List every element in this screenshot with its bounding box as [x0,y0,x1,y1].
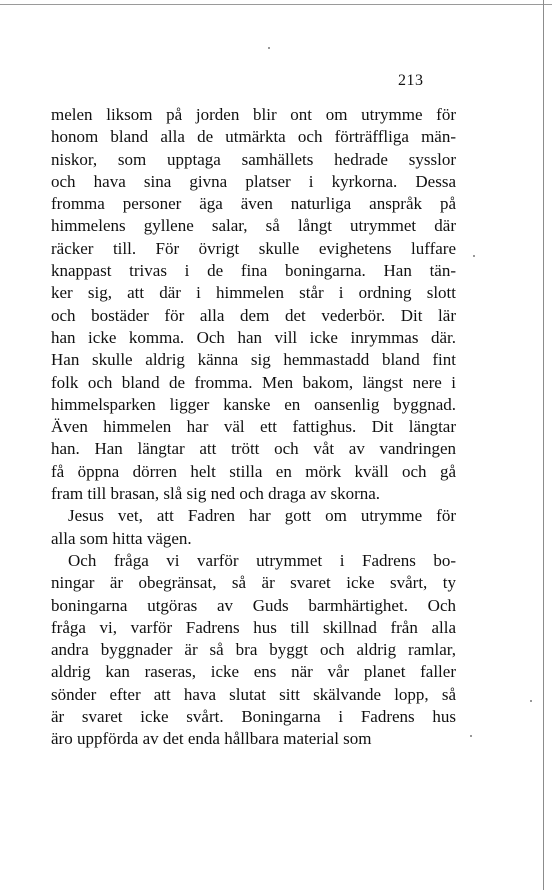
paper-speck [473,255,475,257]
scan-top-edge [0,4,552,5]
text-line: räcker till. För övrigt skulle evighetens luffare [51,238,456,258]
text-line: himmelsparken ligger kanske en oansenlig byggnad. [51,394,456,414]
text-line: ker sig, att där i himmelen står i ordning slott [51,283,456,303]
text-line: han icke komma. Och han vill icke inrymmas där. [51,327,456,347]
text-line: Han skulle aldrig känna sig hemmastadd bland fint [51,350,456,370]
text-line: fråga vi, varför Fadrens hus till skillnad från alla [51,617,456,637]
text-line: Och fråga vi varför utrymmet i Fadrens bo- [68,550,456,570]
text-line: boningarna utgöras av Guds barmhärtighet. Och [51,595,456,615]
body-text [51,104,456,751]
scan-right-edge [543,0,544,890]
text-line: andra byggnader är så bra byggt och aldrig ramlar, [51,640,456,660]
text-line: alla som hitta vägen. [51,528,192,548]
paper-speck [470,735,472,737]
text-line: ningar är obegränsat, så är svaret icke svårt, ty [51,573,456,593]
text-line: fram till brasan, slå sig ned och draga av skorna. [51,484,381,504]
text-line: melen liksom på jorden blir ont om utrymme för [51,105,456,124]
paragraph [51,505,456,550]
paper-speck [268,47,270,49]
text-line: honom bland alla de utmärkta och förträffliga män- [51,127,456,147]
text-line: aldrig kan raseras, icke ens när vår planet faller [51,662,456,682]
paragraph [51,104,456,505]
text-line: och bostäder för alla dem det vederbör. Dit lär [51,305,456,325]
text-line: och hava sina givna platser i kyrkorna. Dessa [51,171,456,191]
text-line: få öppna dörren helt stilla en mörk kväll och gå [51,461,456,481]
paper-speck [530,700,532,702]
text-line: äro uppförda av det enda hållbara material som [51,729,372,749]
text-line: sönder efter att hava slutat sitt skälvande lopp, så [51,684,456,704]
text-line: folk och bland de fromma. Men bakom, längst nere i [51,372,456,392]
text-line: niskor, som upptaga samhällets hedrade sysslor [51,149,456,169]
text-line: Även himmelen har väl ett fattighus. Dit längtar [51,417,456,437]
page-number: 213 [398,72,424,89]
text-line: fromma personer äga även naturliga anspråk på [51,194,456,214]
text-line: knappast trivas i de fina boningarna. Han tän- [51,261,456,281]
text-line: himmelens gyllene salar, så långt utrymmet där [51,216,456,236]
text-line: är svaret icke svårt. Boningarna i Fadrens hus [51,707,456,727]
text-line: han. Han längtar att trött och våt av vandringen [51,439,456,459]
paragraph [51,550,456,751]
text-line: Jesus vet, att Fadren har gott om utrymme för [68,506,456,526]
